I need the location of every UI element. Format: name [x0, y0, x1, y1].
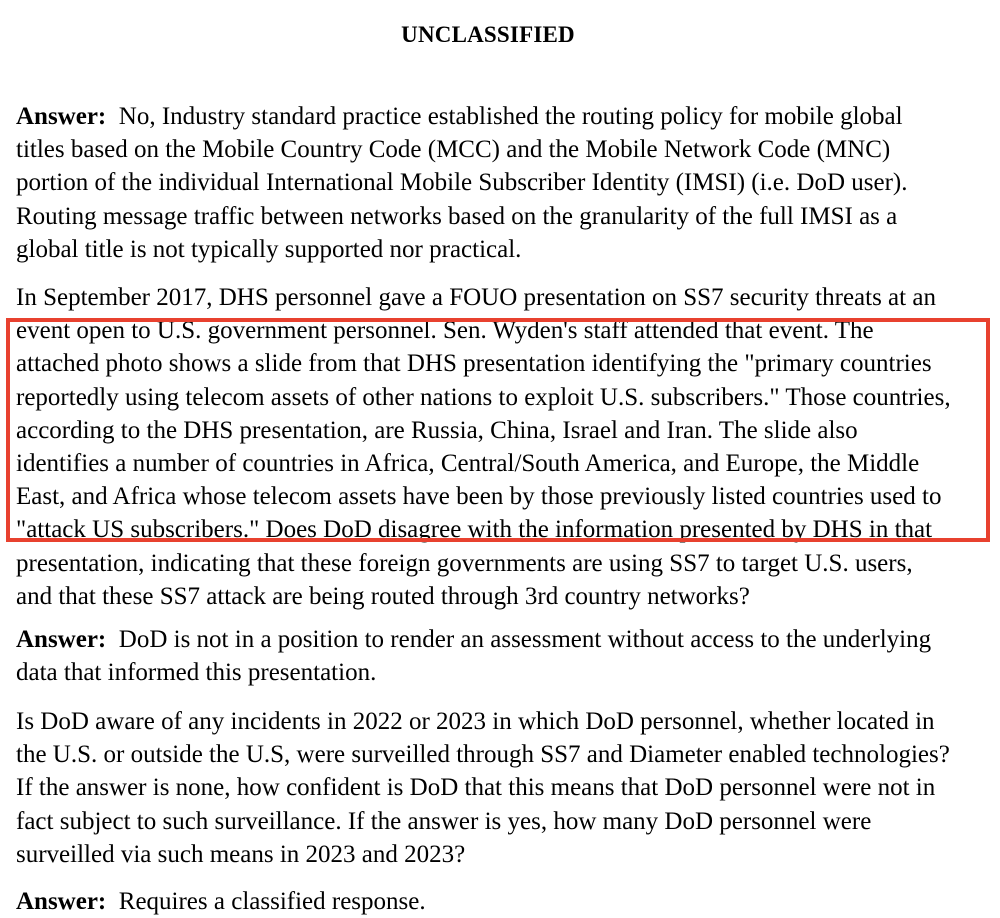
question-3-line: surveilled via such means in 2023 and 2023? — [16, 840, 466, 868]
answer-1-line: titles based on the Mobile Country Code (MCC) and the Mobile Network Code (MNC) — [16, 136, 891, 164]
answer-label: Answer: — [16, 103, 107, 130]
question-3-line: Is DoD aware of any incidents in 2022 or 2023 in which DoD personnel, whether located in — [16, 708, 935, 735]
question-2-line: presentation, indicating that these foreign governments are using SS7 to target U.S. users, — [16, 549, 913, 577]
question-2-line: identifies a number of countries in Africa, Central/South America, and Europe, the Middle — [16, 449, 920, 477]
answer-1-line: global title is not typically supported nor practical. — [16, 235, 522, 263]
question-3-line: the U.S. or outside the U.S, were surveilled through SS7 and Diameter enabled technologies? — [16, 741, 950, 769]
question-2-line: attached photo shows a slide from that DHS presentation identifying the "primary countries — [16, 350, 932, 378]
question-2-line: East, and Africa whose telecom assets have been by those previously listed countries used to — [16, 483, 942, 511]
question-2-line: and that these SS7 attack are being routed through 3rd country networks? — [16, 582, 750, 610]
answer-1-line: portion of the individual International Mobile Subscriber Identity (IMSI) (i.e. DoD user). — [16, 169, 908, 197]
answer-2-line: data that informed this presentation. — [16, 659, 377, 687]
question-2-line: "attack US subscribers." Does DoD disagree with the information presented by DHS in that — [16, 516, 933, 544]
answer-2-line: Answer: DoD is not in a position to render an assessment without access to the underlying — [16, 626, 932, 653]
answer-label: Answer: — [16, 888, 107, 915]
answer-1-line: Answer: No, Industry standard practice established the routing policy for mobile global — [16, 103, 903, 130]
question-3-line: If the answer is none, how confident is DoD that this means that DoD personnel were not in — [16, 774, 936, 802]
question-2-line: In September 2017, DHS personnel gave a FOUO presentation on SS7 security threats at an — [16, 284, 936, 311]
answer-1-line: Routing message traffic between networks based on the granularity of the full IMSI as a — [16, 202, 898, 230]
question-2-line: event open to U.S. government personnel. Sen. Wyden's staff attended that event. The — [16, 317, 874, 345]
answer-3 — [16, 885, 1000, 918]
question-2-line: reportedly using telecom assets of other nations to exploit U.S. subscribers." Those countries, — [16, 383, 951, 411]
answer-label: Answer: — [16, 626, 107, 653]
question-3 — [16, 705, 1000, 871]
question-3-line: fact subject to such surveillance. If the answer is yes, how many DoD personnel were — [16, 807, 872, 835]
answer-3-line: Answer: Requires a classified response. — [16, 888, 426, 915]
question-2-line: according to the DHS presentation, are Russia, China, Israel and Iran. The slide also — [16, 416, 858, 444]
classification-header: UNCLASSIFIED — [401, 22, 575, 47]
answer-1 — [16, 100, 1000, 266]
answer-2 — [16, 623, 1000, 689]
question-2 — [16, 281, 1000, 613]
